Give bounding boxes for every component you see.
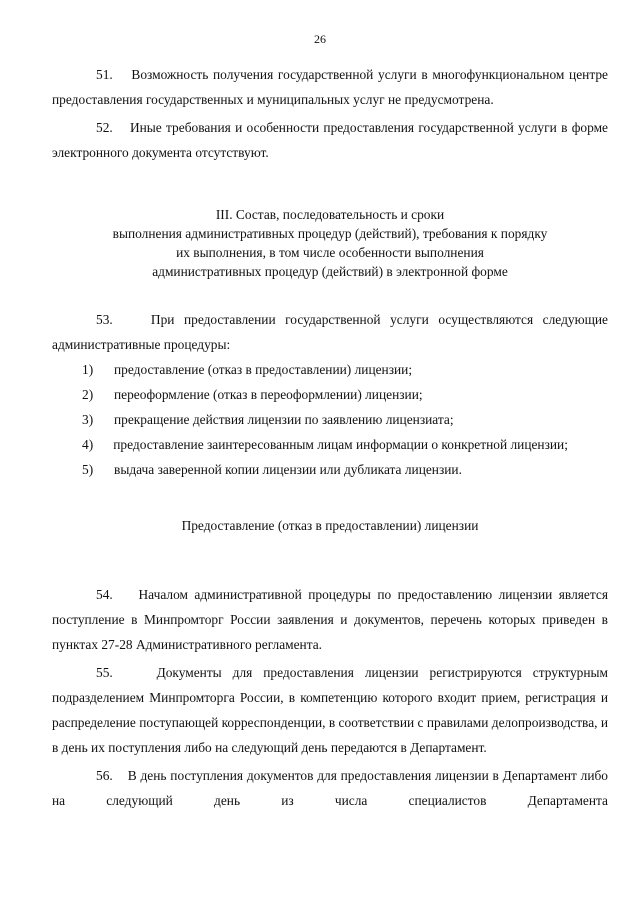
list-item — [52, 382, 608, 407]
list-item-number: 2) — [82, 387, 94, 402]
list-item — [52, 407, 608, 432]
section-heading-line: их выполнения, в том числе особенности выполнения — [176, 245, 484, 260]
section-heading-line: выполнения административных процедур (действий), требования к порядку — [112, 226, 548, 241]
list-item-text: предоставление заинтересованным лицам информации о конкретной лицензии; — [113, 437, 568, 452]
list-item-number: 4) — [82, 437, 94, 452]
list-item — [52, 457, 608, 482]
section-heading-line: III. Состав, последовательность и сроки — [215, 207, 445, 222]
section-heading — [52, 205, 608, 281]
paragraph-53: 53. При предоставлении государственной услуги осуществляются следующие административные процедуры: — [52, 312, 608, 352]
paragraph-55: 55. Документы для предоставления лицензии регистрируются структурным подразделением Минпромторга России, в компетенцию которого входит прием, регистрация и распределение поступающей корреспонденции, в соответствии с правилами делопроизводства, и в день их поступления либо на следующий день передаются в Департамент. — [52, 665, 609, 755]
paragraph-54: 54. Началом административной процедуры по предоставлению лицензии является поступление в Минпромторг России заявления и документов, перечень которых приведен в пунктах 27-28 Административного регламента. — [52, 587, 608, 652]
paragraph-56: 56. В день поступления документов для предоставления лицензии в Департамент либо на следующий день из числа специалистов Департамента — [52, 768, 608, 808]
list-item-text: переоформление (отказ в переоформлении) лицензии; — [114, 387, 423, 402]
page-number: 26 — [314, 32, 326, 46]
list-item-number: 1) — [82, 362, 94, 377]
subsection-heading: Предоставление (отказ в предоставлении) лицензии — [181, 518, 479, 533]
list-item-number: 5) — [82, 462, 94, 477]
list-item-text: выдача заверенной копии лицензии или дубликата лицензии. — [114, 462, 462, 477]
list-item — [52, 357, 608, 382]
list-item-wrapped — [52, 432, 608, 457]
document-body — [52, 62, 608, 813]
paragraph-52: 52. Иные требования и особенности предоставления государственной услуги в форме электронного документа отсутствуют. — [52, 120, 608, 160]
section-heading-line: административных процедур (действий) в электронной форме — [152, 264, 508, 279]
list-item-number: 3) — [82, 412, 94, 427]
list-item-text: прекращение действия лицензии по заявлению лицензиата; — [114, 412, 454, 427]
paragraph-51: 51. Возможность получения государственной услуги в многофункциональном центре предоставления государственных и муниципальных услуг не предусмотрена. — [52, 67, 608, 107]
list-item-text: предоставление (отказ в предоставлении) лицензии; — [114, 362, 413, 377]
